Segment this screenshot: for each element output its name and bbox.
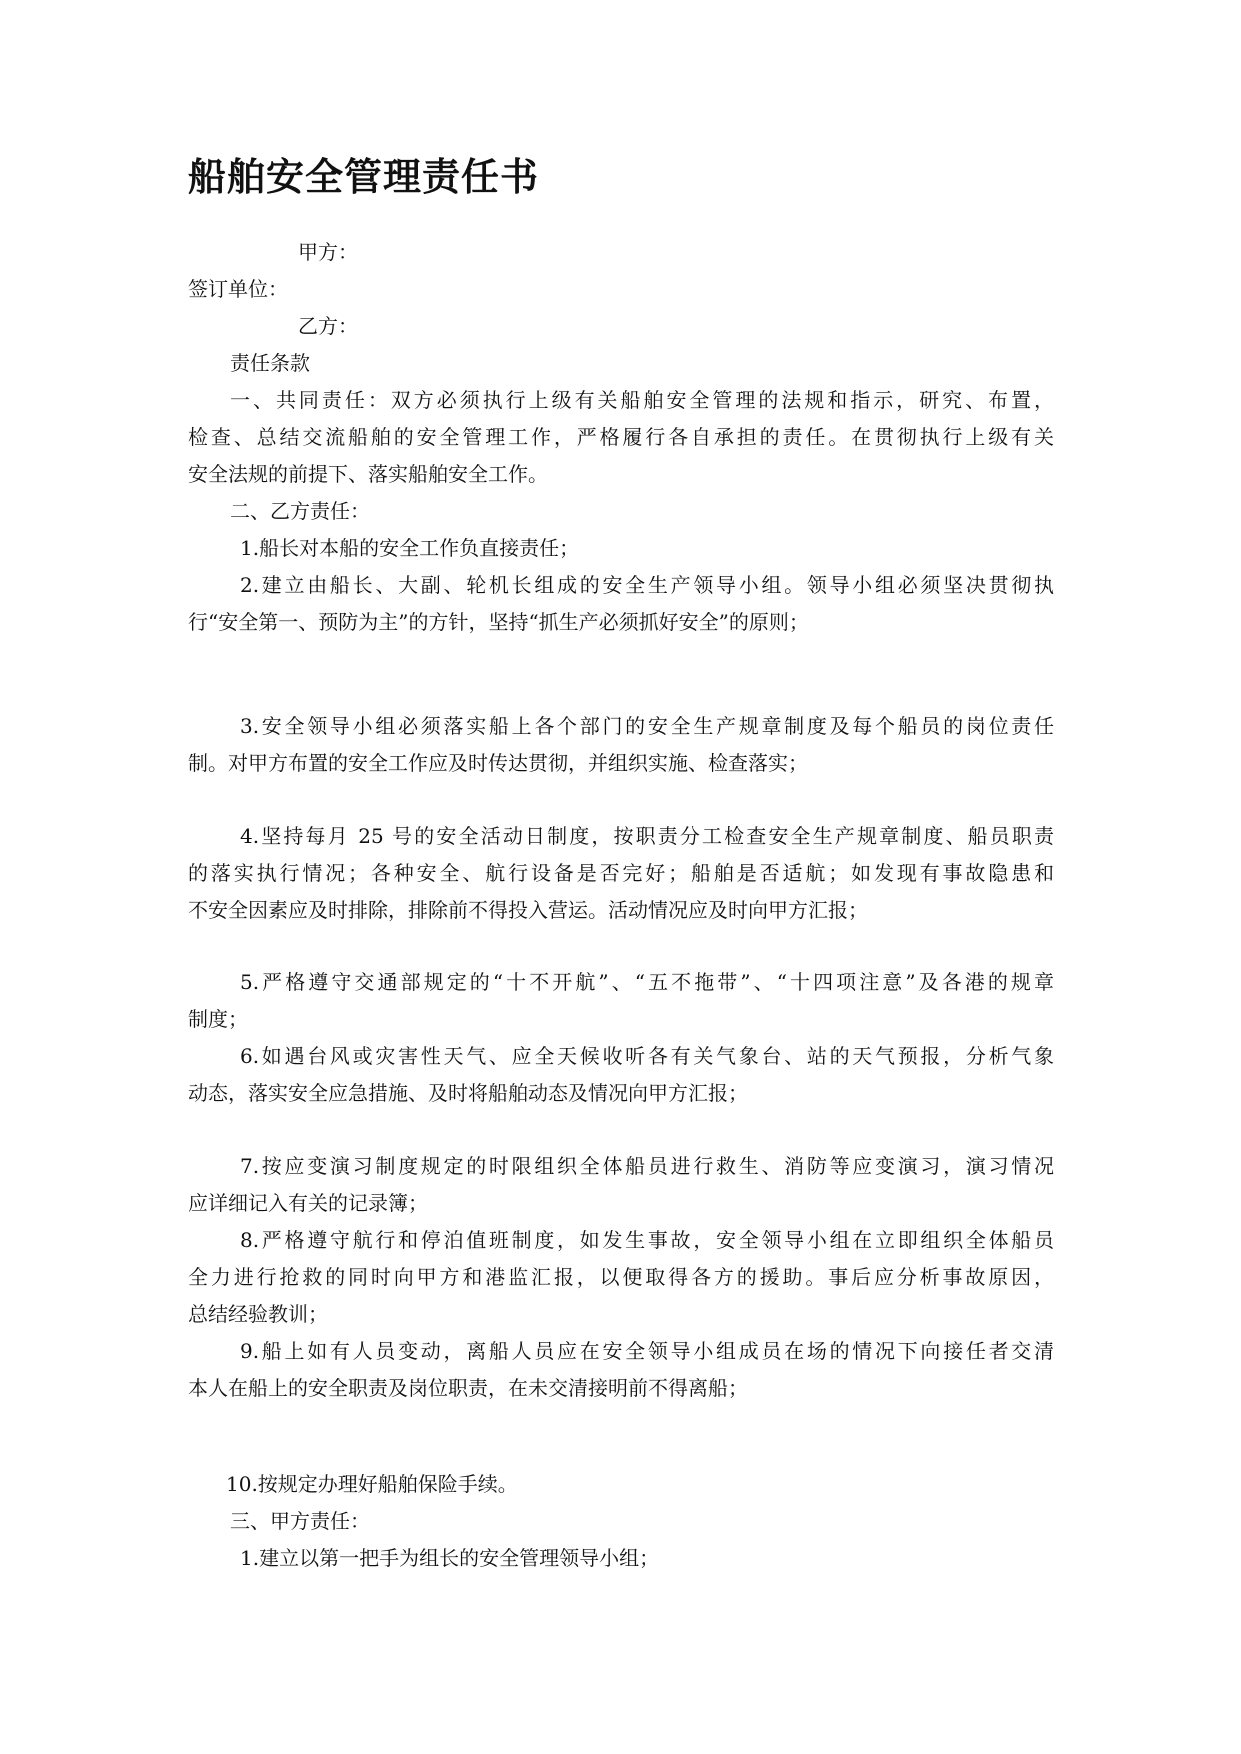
- item-line: 的落实执行情况；各种安全、航行设备是否完好；船舶是否适航；如发现有事故隐患和: [188, 861, 1054, 885]
- item-line: 1.船长对本船的安全工作负直接责任；: [240, 536, 580, 560]
- section-2-item-6: [188, 1038, 1054, 1112]
- section-2-heading: 二、乙方责任：: [230, 499, 370, 523]
- item-line: 2.建立由船长、大副、轮机长组成的安全生产领导小组。领导小组必须坚决贯彻执: [240, 573, 1054, 597]
- item-line: 制。对甲方布置的安全工作应及时传达贯彻，并组织实施、检查落实；: [188, 751, 808, 775]
- item-line: 全力进行抢救的同时向甲方和港监汇报，以便取得各方的援助。事后应分析事故原因，: [188, 1265, 1054, 1289]
- clauses-heading-block: [188, 345, 1054, 382]
- item-line: 制度；: [188, 1007, 248, 1031]
- section-1-line: 检查、总结交流船舶的安全管理工作，严格履行各自承担的责任。在贯彻执行上级有关: [188, 425, 1054, 449]
- section-1-paragraph: [188, 382, 1054, 493]
- party-b-label-block: [188, 308, 1054, 345]
- section-2-item-4: [188, 818, 1054, 929]
- clauses-heading: 责任条款: [230, 351, 310, 375]
- item-line: 1.建立以第一把手为组长的安全管理领导小组；: [240, 1546, 660, 1570]
- section-3-item-1: [188, 1540, 1054, 1577]
- section-2-item-7: [188, 1148, 1054, 1222]
- section-2-item-3: [188, 708, 1054, 782]
- section-2-item-10: [188, 1466, 1054, 1503]
- item-line: 不安全因素应及时排除，排除前不得投入营运。活动情况应及时向甲方汇报；: [188, 898, 868, 922]
- item-line: 应详细记入有关的记录簿；: [188, 1191, 428, 1215]
- item-line: 10.按规定办理好船舶保险手续。: [226, 1472, 518, 1496]
- section-3-heading-block: [188, 1503, 1054, 1540]
- item-line: 4.坚持每月 25 号的安全活动日制度，按职责分工检查安全生产规章制度、船员职责: [240, 824, 1054, 848]
- section-2-item-1: [188, 530, 1054, 567]
- section-2-item-8: [188, 1222, 1054, 1333]
- party-a-label-block: [188, 234, 1054, 271]
- party-b-label: 乙方：: [298, 314, 358, 338]
- item-line: 本人在船上的安全职责及岗位职责，在未交清接明前不得离船；: [188, 1376, 748, 1400]
- section-2-item-5: [188, 964, 1054, 1038]
- signing-unit-label: 签订单位：: [188, 277, 288, 301]
- item-line: 6.如遇台风或灾害性天气、应全天候收听各有关气象台、站的天气预报，分析气象: [240, 1044, 1054, 1068]
- item-line: 5.严格遵守交通部规定的“十不开航”、“五不拖带”、“十四项注意”及各港的规章: [240, 970, 1054, 994]
- item-line: 8.严格遵守航行和停泊值班制度，如发生事故，安全领导小组在立即组织全体船员: [240, 1228, 1054, 1252]
- section-2-heading-block: [188, 493, 1054, 530]
- section-3-heading: 三、甲方责任：: [230, 1509, 370, 1533]
- item-line: 总结经验教训；: [188, 1302, 328, 1326]
- party-a-label: 甲方：: [298, 240, 358, 264]
- item-line: 动态，落实安全应急措施、及时将船舶动态及情况向甲方汇报；: [188, 1081, 748, 1105]
- signing-unit-block: [188, 271, 1054, 308]
- document-title: 船舶安全管理责任书: [188, 155, 540, 199]
- item-line: 9.船上如有人员变动，离船人员应在安全领导小组成员在场的情况下向接任者交清: [240, 1339, 1054, 1363]
- item-line: 7.按应变演习制度规定的时限组织全体船员进行救生、消防等应变演习，演习情况: [240, 1154, 1054, 1178]
- section-2-item-9: [188, 1333, 1054, 1407]
- item-line: 行“安全第一、预防为主”的方针，坚持“抓生产必须抓好安全”的原则；: [188, 610, 809, 634]
- section-2-item-2: [188, 567, 1054, 641]
- section-1-line: 一、共同责任：双方必须执行上级有关船舶安全管理的法规和指示，研究、布置，: [230, 388, 1054, 412]
- item-line: 3.安全领导小组必须落实船上各个部门的安全生产规章制度及每个船员的岗位责任: [240, 714, 1054, 738]
- section-1-line: 安全法规的前提下、落实船舶安全工作。: [188, 462, 548, 486]
